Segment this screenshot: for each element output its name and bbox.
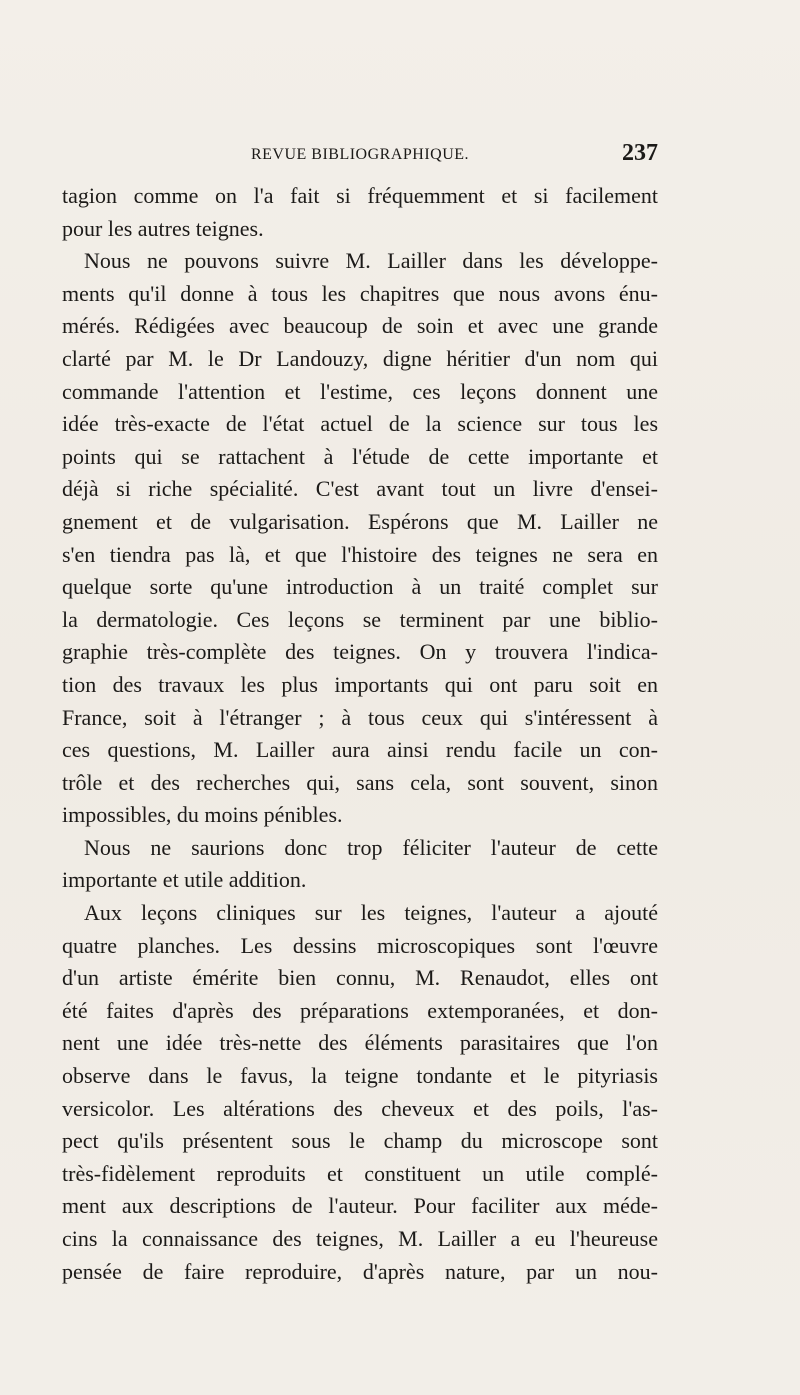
text-line: mérés. Rédigées avec beaucoup de soin et avec une grande (62, 313, 658, 339)
text-line: cins la connaissance des teignes, M. Lailler a eu l'heureuse (62, 1226, 658, 1251)
text-line: quatre planches. Les dessins microscopiques sont l'œuvre (62, 932, 658, 958)
text-line: d'un artiste émérite bien connu, M. Renaudot, elles ont (62, 965, 658, 991)
body-text (62, 180, 658, 1288)
text-line: observe dans le favus, la teigne tondante et le pityriasis (62, 1063, 658, 1089)
text-line: idée très-exacte de l'état actuel de la science sur tous les (62, 411, 658, 437)
text-line: impossibles, du moins pénibles. (62, 802, 343, 828)
text-line: ments qu'il donne à tous les chapitres que nous avons énu- (62, 280, 658, 306)
text-line: nent une idée très-nette des éléments parasitaires que l'on (62, 1030, 658, 1056)
text-line: commande l'attention et l'estime, ces leçons donnent une (62, 378, 658, 404)
text-line: pour les autres teignes. (62, 215, 264, 241)
text-line: points qui se rattachent à l'étude de cette importante et (62, 443, 658, 469)
text-line: importante et utile addition. (62, 867, 307, 893)
page-number: 237 (622, 140, 658, 166)
text-line: été faites d'après des préparations extemporanées, et don- (62, 997, 658, 1023)
text-line: déjà si riche spécialité. C'est avant tout un livre d'ensei- (62, 476, 658, 502)
text-line: ces questions, M. Lailler aura ainsi rendu facile un con- (62, 737, 658, 763)
text-line: s'en tiendra pas là, et que l'histoire des teignes ne sera en (62, 541, 658, 567)
text-line: tagion comme on l'a fait si fréquemment et si facilement (62, 183, 658, 208)
text-line: France, soit à l'étranger ; à tous ceux qui s'intéressent à (62, 704, 658, 730)
running-title: REVUE BIBLIOGRAPHIQUE. (250, 146, 470, 163)
text-line: Nous ne pouvons suivre M. Lailler dans les développe- (84, 248, 658, 274)
text-line: Nous ne saurions donc trop féliciter l'auteur de cette (84, 834, 658, 860)
text-line: versicolor. Les altérations des cheveux et des poils, l'as- (62, 1095, 658, 1121)
text-line: clarté par M. le Dr Landouzy, digne héritier d'un nom qui (62, 345, 658, 371)
text-line: Aux leçons cliniques sur les teignes, l'auteur a ajouté (84, 900, 658, 926)
text-line: tion des travaux les plus importants qui ont paru soit en (62, 671, 658, 697)
text-line: la dermatologie. Ces leçons se terminent par une biblio- (62, 606, 658, 632)
text-line: ment aux descriptions de l'auteur. Pour faciliter aux méde- (62, 1193, 658, 1219)
page-header (62, 140, 658, 170)
text-line: trôle et des recherches qui, sans cela, sont souvent, sinon (62, 769, 658, 795)
text-line: gnement et de vulgarisation. Espérons que M. Lailler ne (62, 508, 658, 534)
text-line: graphie très-complète des teignes. On y trouvera l'indica- (62, 639, 658, 665)
text-line: pect qu'ils présentent sous le champ du microscope sont (62, 1128, 658, 1154)
text-line: pensée de faire reproduire, d'après nature, par un nou- (62, 1258, 658, 1284)
text-line: très-fidèlement reproduits et constituent un utile complé- (62, 1160, 658, 1186)
text-line: quelque sorte qu'une introduction à un traité complet sur (62, 574, 658, 600)
